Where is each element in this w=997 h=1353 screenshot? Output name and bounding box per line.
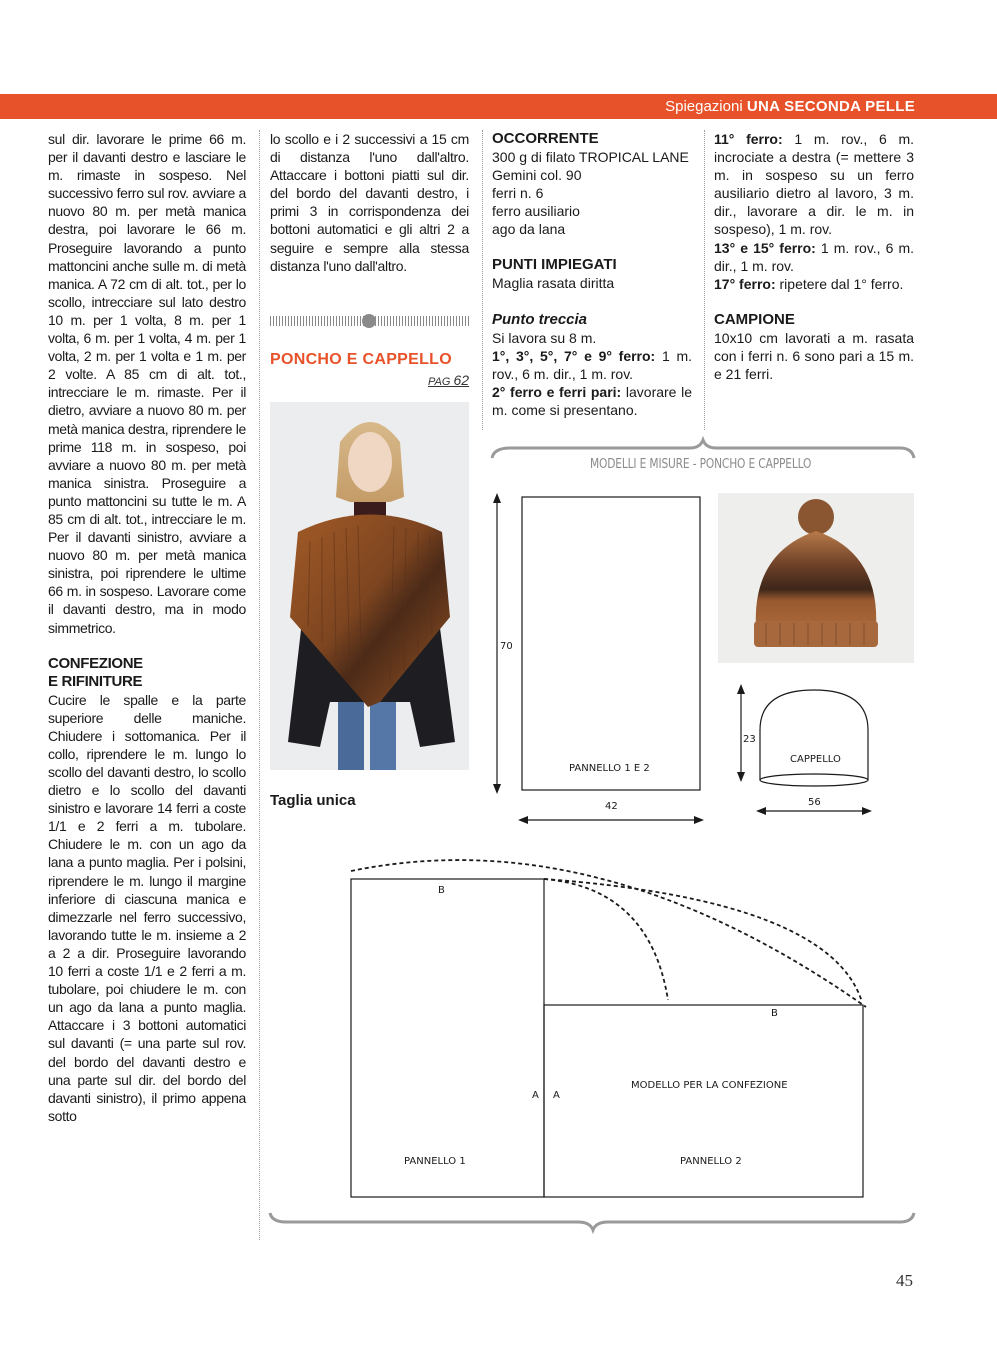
panel-label: PANNELLO 1 E 2 [569,763,650,774]
pannello-1-label: PANNELLO 1 [404,1156,466,1167]
supply-item: ferri n. 6 [492,185,544,202]
header-title: Spiegazioni UNA SECONDA PELLE [665,98,915,115]
heading-punti: PUNTI IMPIEGATI [492,256,617,274]
row-instruction: 13° e 15° ferro: 1 m. rov., 6 m. dir., 1 m. rov. [714,239,915,274]
assembly-inner-arc [544,879,668,1000]
hat-outline [760,690,868,780]
heading-occorrente: OCCORRENTE [492,130,599,147]
stitch-intro: Si lavora su 8 m. [492,329,597,346]
assembly-top-arc [351,860,866,1007]
page-number: 45 [896,1271,913,1290]
row-instruction: 11° ferro: 1 m. rov., 6 m. incrociate a destra (= mettere 3 m. in sospeso su un ferro ausiliario dietro al lavoro, 3 m. dir., lavorare a dir. le m. in sospeso), 1 m. rov. [714,131,914,238]
hat-label: CAPPELLO [790,754,841,765]
panel-1-2-outline [522,497,700,790]
supply-item: ago da lana [492,221,566,238]
body-paragraph: sul dir. lavorare le prime 66 m. per il davanti destro e lasciare le m. rimaste in sospeso. Nel successivo ferro sul rov. avviare a nuovo 80 m. per metà manica destra, poi lavorare le 66 m. Proseguire lavorando a punto mattoncini anche sulle m. di metà manica. A 72 cm di alt. tot., per lo scollo, intrecciare sul lato destro 10 m. per 1 volta, 8 m. per 1 volta, 6 m. per 1 volta, 4 m. per 1 volta, 2 m. per 1 volta e 1 m. per 2 volte. A 85 cm di alt. tot., intrecciare le m. rimaste. Per il dietro, avviare a nuovo 80 m. per metà manica destra, riprendere le prime 118 m. in sospeso, poi avviare a nuovo 80 m. per metà manica sinistra. Proseguire a punto mattoncini su tutte le m. A 85 cm di alt. tot., intrecciare le m. Per il davanti sinistro, avviare a nuovo 80 m. per metà manica sinistra, poi riprendere le ultime 66 m. in sospeso. Lavorare come il davanti destro, ma in modo simmetrico. [48,131,246,636]
header-section-name: UNA SECONDA PELLE [746,98,915,115]
pannello-2-label: PANNELLO 2 [680,1156,742,1167]
assembly-panel-2 [544,1005,863,1197]
assembly-panel-1 [351,879,544,1197]
supply-item: 300 g di filato TROPICAL LANE Gemini col. 90 [492,149,689,184]
edge-label-a: A [553,1090,560,1101]
heading-rifiniture: E RIFINITURE [48,672,143,690]
panel-height-label: 70 [500,641,513,652]
heading-punto-treccia: Punto treccia [492,310,588,328]
size-label: Taglia unica [270,792,356,809]
diagram-section-title: MODELLI E MISURE - PONCHO E CAPPELLO [590,457,812,472]
body-paragraph: Cucire le spalle e la parte superiore delle maniche. Chiudere i sottomanica. Per il collo, riprendere le m. lungo lo scollo del davanti destro, lo scollo dietro e lo scollo del davanti sinistro e lavorare 14 ferri a coste 1/1 e 2 ferri a m. tubolare. Chiudere le m. con un ago da lana a punto maglia. Per i polsini, riprendere le m. lungo il margine inferiore di ciascuna manica e dimezzarle nel ferro successivo, lavorando tutte le m. insieme a 2 a 2 a dir. Proseguire lavorando 10 ferri a coste 1/1 e 2 ferri a m. tubolare, poi chiudere le m. con un ago da lana a punto maglia. Attaccare i 3 bottoni automatici sul davanti (= una parte sul rov. del bordo del davanti destro e una parte sul dir. del bordo del davanti sinistro), il primo appena sotto [48,691,246,1124]
hat-width-label: 56 [808,797,821,808]
row-instruction: 1°, 3°, 5°, 7° e 9° ferro: 1 m. rov., 6 m. dir., 1 m. rov. [492,347,693,382]
page-reference[interactable]: PAG 62 [428,372,470,388]
gauge-text: 10x10 cm lavorati a m. rasata con i ferri n. 6 sono pari a 15 m. e 21 ferri. [714,329,914,383]
edge-label-a: A [532,1090,539,1101]
supply-item: ferro ausiliario [492,203,580,220]
assembly-title: MODELLO PER LA CONFEZIONE [631,1080,788,1091]
hat-illustration [718,493,914,663]
hat-photo [718,493,914,663]
assembly-outer-arc [544,879,862,1002]
bottom-brace [270,1213,914,1230]
heading-campione: CAMPIONE [714,310,795,328]
edge-label-b: B [771,1008,778,1019]
body-paragraph: lo scollo e i 2 successivi a 15 cm di distanza l'uno dall'altro. Attaccare i bottoni piatti sul dir. del bordo del davanti destro, i primi 3 in corrispondenza dei bottoni automatici e gli altri 2 a seguire e sempre alla stessa distanza l'uno dall'altro. [270,131,469,274]
stitch-item: Maglia rasata diritta [492,275,615,292]
heading-confezione: CONFEZIONE [48,654,143,672]
edge-label-b: B [438,885,445,896]
row-instruction: 2° ferro e ferri pari: lavorare le m. come si presentano. [492,383,693,418]
row-instruction: 17° ferro: ripetere dal 1° ferro. [714,275,904,292]
hat-height-label: 23 [743,734,756,745]
top-brace [492,440,914,458]
poncho-title: PONCHO E CAPPELLO [270,351,453,368]
panel-width-label: 42 [605,801,618,812]
